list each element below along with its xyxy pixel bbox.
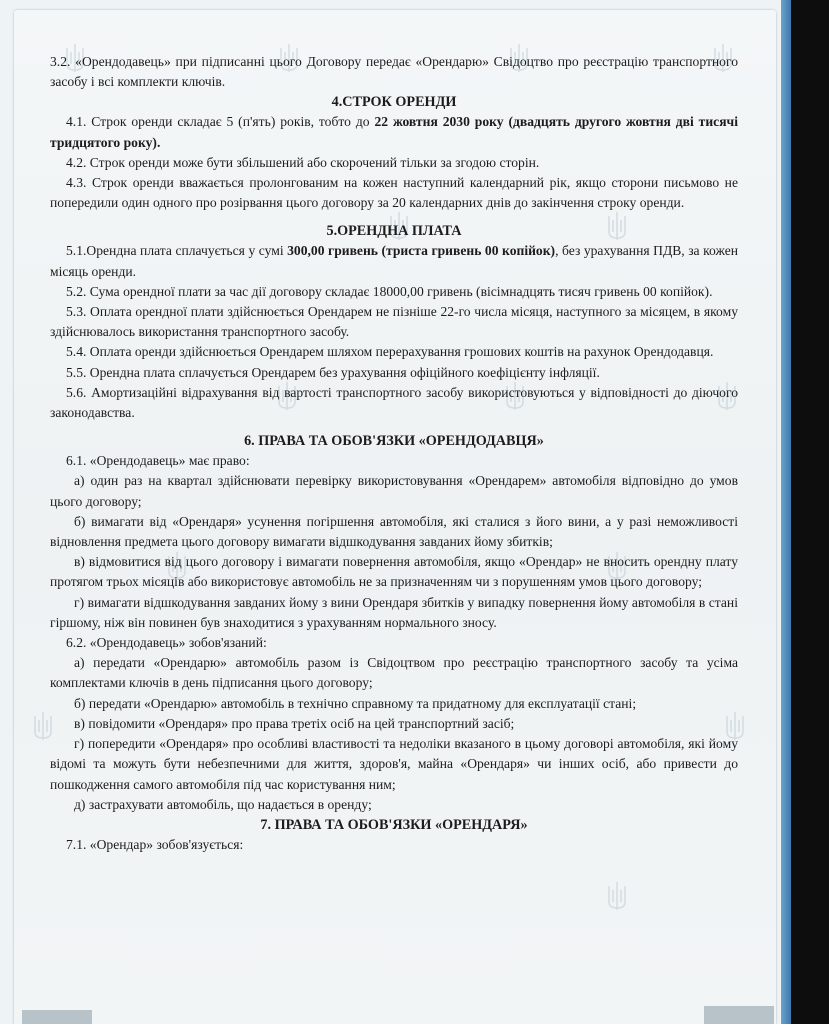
clause-text: 5.3. Оплата орендної плати здійснюється Орендарем не пізніше 22-го числа місяця, наступного за місяцем, в якому здійснювалось використання транспортного засобу. xyxy=(50,304,738,340)
section-heading: 7. ПРАВА ТА ОБОВ'ЯЗКИ «ОРЕНДАРЯ» xyxy=(260,816,528,833)
clause-subitem xyxy=(50,552,738,592)
clause-subitem xyxy=(50,795,738,815)
clause-text: 6.1. «Орендодавець» має право: xyxy=(66,453,250,469)
spacer xyxy=(50,423,738,431)
clause-bold-text: 300,00 гривень (триста гривень 00 копійок) xyxy=(287,243,556,259)
spacer xyxy=(50,213,738,221)
clause-text: а) передати «Орендарю» автомобіль разом із Свідоцтвом про реєстрацію транспортного засобу та усіма комплектами ключів в день підписання цього договору; xyxy=(50,655,738,691)
clause-paragraph xyxy=(50,363,738,383)
document-body xyxy=(50,52,738,855)
section-heading: 4.СТРОК ОРЕНДИ xyxy=(331,94,457,111)
clause-text: б) передати «Орендарю» автомобіль в технічно справному та придатному для експлуатації стані; xyxy=(74,695,637,711)
clause-text: в) відмовитися від цього договору і вимагати повернення автомобіля, якщо «Орендар» не вносить орендну плату протягом трьох місяців або використовує автомобіль не за призначенням чи з порушенням умов цього договору; xyxy=(50,554,738,590)
clause-text: 5.2. Сума орендної плати за час дії договору складає 18000,00 гривень (вісімнадцять тисяч гривень 00 копійок). xyxy=(66,283,713,299)
clause-text: б) вимагати від «Орендаря» усунення погіршення автомобіля, які сталися з його вини, а у разі неможливості відновлення предмета цього договору вимагати відшкодування завданих йому збитків; xyxy=(50,513,738,550)
clause-paragraph xyxy=(50,342,738,362)
page-edge xyxy=(781,0,791,1024)
clause-paragraph xyxy=(50,153,738,173)
clause-text: 5.1.Орендна плата сплачується у сумі xyxy=(66,243,288,259)
clause-paragraph xyxy=(50,383,738,423)
clause-subitem xyxy=(50,471,738,511)
clause-subitem xyxy=(50,512,738,552)
bottom-edge-mark xyxy=(704,1006,774,1024)
clause-paragraph xyxy=(50,451,738,471)
clause-bold-text: 22 жовтня 2030 року (двадцять другого жовтня дві тисячі тридцятого року). xyxy=(50,114,738,150)
clause-paragraph xyxy=(50,173,738,213)
section-heading: 6. ПРАВА ТА ОБОВ'ЯЗКИ «ОРЕНДОДАВЦЯ» xyxy=(244,433,544,450)
clause-text: а) один раз на квартал здійснювати перевірку використовування «Орендарем» автомобіля відповідно до умов цього договору; xyxy=(50,473,738,509)
clause-text: 4.3. Строк оренди вважається пролонгованим на кожен наступний календарний рік, якщо сторони письмово не попередили один одного про розірвання цього договору за 20 календарних днів до закінчення строку оренди. xyxy=(50,175,738,211)
clause-text: в) повідомити «Орендаря» про права третіх осіб на цей транспортний засіб; xyxy=(74,715,515,731)
clause-text: г) попередити «Орендаря» про особливі властивості та недоліки вказаного в цьому договорі автомобіля, які йому відомі та можуть бути небезпечними для життя, здоров'я, майна «Орендаря» чи інших осіб, або привести до пошкодження самого автомобіля під час користування ним; xyxy=(50,736,738,792)
clause-subitem xyxy=(50,593,738,633)
clause-text: 5.5. Орендна плата сплачується Орендарем без урахування офіційного коефіцієнту інфляції. xyxy=(66,364,600,380)
bottom-edge-mark xyxy=(22,1010,92,1024)
clause-text: , без урахування ПДВ, за кожен місяць оренди. xyxy=(50,243,739,279)
clause-paragraph: 3.2. «Орендодавець» при підписанні цього Договору передає «Орендарю» Свідоцтво про реєстрацію транспортного засобу і всі комплекти ключів. xyxy=(50,54,738,90)
clause-paragraph xyxy=(50,302,738,342)
clause-text: 4.1. Строк оренди складає 5 (п'ять) років, тобто до xyxy=(66,114,375,130)
clause-paragraph xyxy=(50,835,738,855)
clause-text: 4.2. Строк оренди може бути збільшений або скорочений тільки за згодою сторін. xyxy=(66,154,540,170)
scan-border xyxy=(791,0,829,1024)
clause-text: 7.1. «Орендар» зобов'язується: xyxy=(66,836,244,852)
clause-text: д) застрахувати автомобіль, що надається в оренду; xyxy=(74,796,372,812)
clause-subitem xyxy=(50,694,738,714)
clause-subitem xyxy=(50,734,738,795)
clause-paragraph xyxy=(50,633,738,653)
clause-paragraph xyxy=(50,112,738,152)
clause-text: 6.2. «Орендодавець» зобов'язаний: xyxy=(66,635,267,651)
section-heading: 5.ОРЕНДНА ПЛАТА xyxy=(326,223,462,240)
trident-icon xyxy=(604,880,630,914)
clause-paragraph xyxy=(50,282,738,302)
clause-subitem xyxy=(50,653,738,693)
clause-text: г) вимагати відшкодування завданих йому з вини Орендаря збитків у випадку повернення йому автомобіля в стані гіршому, ніж він повинен був знаходитися з урахуванням нормального зносу. xyxy=(50,594,738,630)
clause-text: 5.6. Амортизаційні відрахування від вартості транспортного засобу використовуються у відповідності до діючого законодавства. xyxy=(50,384,738,421)
clause-text: 5.4. Оплата оренди здійснюється Орендарем шляхом перерахування грошових коштів на рахунок Орендодавця. xyxy=(66,344,714,360)
clause-subitem xyxy=(50,714,738,734)
clause-paragraph xyxy=(50,241,738,281)
